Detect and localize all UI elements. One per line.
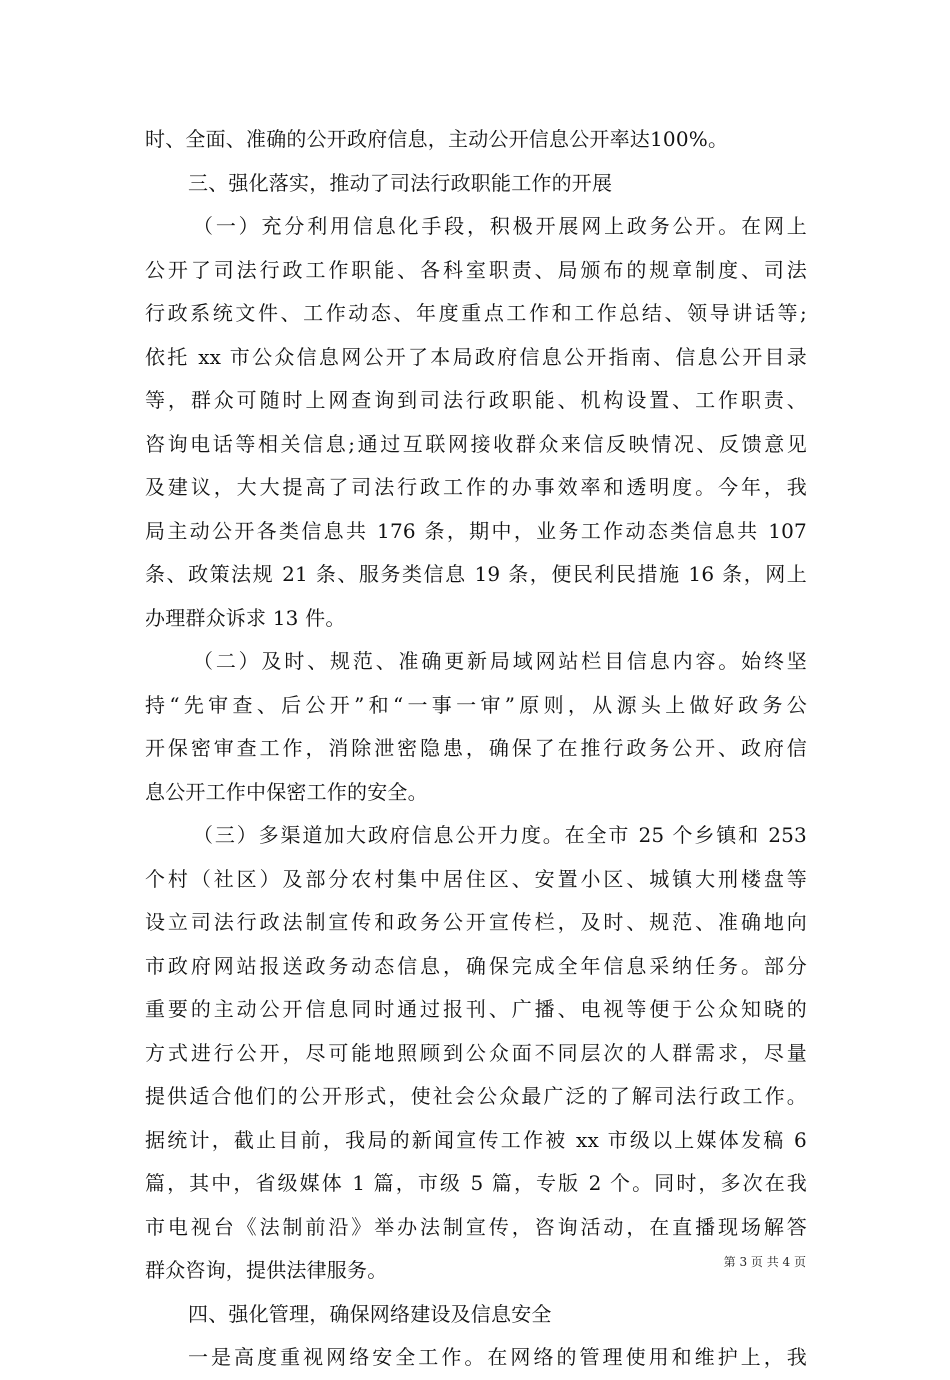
page-number: 第 3 页 共 4 页 <box>723 1255 806 1269</box>
text-line: （三）多渠道加大政府信息公开力度。在全市 25 个乡镇和 253 <box>193 823 807 847</box>
text-line: 市电视台《法制前沿》举办法制宣传，咨询活动，在直播现场解答 <box>145 1214 807 1239</box>
text-line: 开保密审查工作，消除泄密隐患，确保了在推行政务公开、政府信 <box>145 736 807 760</box>
text-line: 重要的主动公开信息同时通过报刊、广播、电视等便于公众知晓的 <box>145 997 807 1021</box>
text-line: 依托 xx 市公众信息网公开了本局政府信息公开指南、信息公开目录 <box>145 344 807 369</box>
text-line: 条、政策法规 21 条、服务类信息 19 条，便民利民措施 16 条，网上 <box>145 562 807 586</box>
text-line: （一）充分利用信息化手段，积极开展网上政务公开。在网上 <box>193 214 807 238</box>
text-line: 三、强化落实，推动了司法行政职能工作的开展 <box>188 170 613 195</box>
text-line: 行政系统文件、工作动态、年度重点工作和工作总结、领导讲话等; <box>145 301 807 325</box>
text-line: 息公开工作中保密工作的安全。 <box>145 779 428 804</box>
text-line: 据统计，截止目前，我局的新闻宣传工作被 xx 市级以上媒体发稿 6 <box>145 1127 807 1152</box>
text-line: 咨询电话等相关信息;通过互联网接收群众来信反映情况、反馈意见 <box>145 431 807 456</box>
text-line: 公开了司法行政工作职能、各科室职责、局颁布的规章制度、司法 <box>145 257 807 282</box>
text-line: 提供适合他们的公开形式，使社会公众最广泛的了解司法行政工作。 <box>145 1084 807 1108</box>
text-line: 个村（社区）及部分农村集中居住区、安置小区、城镇大刑楼盘等 <box>145 866 807 891</box>
text-line: 四、强化管理，确保网络建设及信息安全 <box>188 1301 552 1326</box>
text-line: 方式进行公开，尽可能地照顾到公众面不同层次的人群需求，尽量 <box>145 1040 807 1065</box>
text-line: （二）及时、规范、准确更新局域网站栏目信息内容。始终坚 <box>193 649 807 673</box>
text-line: 篇，其中，省级媒体 1 篇，市级 5 篇，专版 2 个。同时，多次在我 <box>145 1171 807 1195</box>
text-line: 局主动公开各类信息共 176 条，期中，业务工作动态类信息共 107 <box>145 518 807 543</box>
text-line: 持“先审查、后公开”和“一事一审”原则，从源头上做好政务公 <box>145 692 807 717</box>
text-line: 一是高度重视网络安全工作。在网络的管理使用和维护上，我 <box>188 1345 807 1369</box>
text-line: 及建议，大大提高了司法行政工作的办事效率和透明度。今年，我 <box>145 475 807 499</box>
text-line: 办理群众诉求 13 件。 <box>145 605 346 630</box>
body-text <box>145 118 807 1380</box>
text-line: 时、全面、准确的公开政府信息，主动公开信息公开率达100%。 <box>145 127 729 151</box>
text-line: 等，群众可随时上网查询到司法行政职能、机构设置、工作职责、 <box>145 388 807 412</box>
text-line: 设立司法行政法制宣传和政务公开宣传栏，及时、规范、准确地向 <box>145 910 807 934</box>
text-line: 市政府网站报送政务动态信息，确保完成全年信息采纳任务。部分 <box>145 953 807 978</box>
text-line: 群众咨询，提供法律服务。 <box>145 1258 388 1282</box>
